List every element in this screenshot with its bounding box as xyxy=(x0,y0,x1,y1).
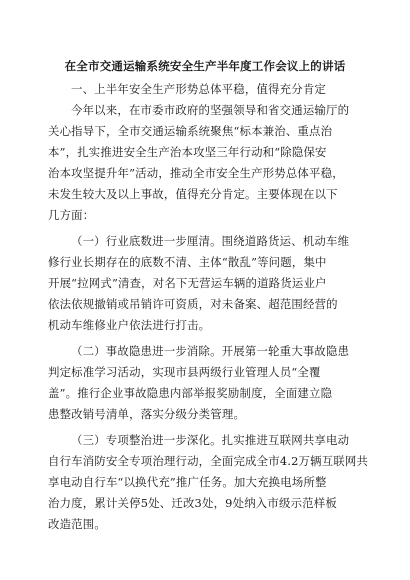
paragraph-line: 改造范围。 xyxy=(48,517,106,531)
paragraph-line: 享电动自行车“以换代充”推广任务。加大充换电场所整 xyxy=(48,475,327,489)
paragraph-line: 治本攻坚提升年”活动，推动全市安全生产形势总体平稳， xyxy=(48,166,344,180)
paragraph-line: 修行业长期存在的底数不清、主体“散乱”等问题，集中 xyxy=(48,255,327,269)
paragraph-line: 依法依规撤销或吊销许可资质，对未备案、超范围经营的 xyxy=(48,297,338,311)
paragraph-line: 未发生较大及以上事故，值得充分肯定。主要体现在以下 xyxy=(48,187,338,201)
paragraph-line: 自行车消防安全专项治理行动，全面完成全市4.2万辆互联网共 xyxy=(48,454,369,468)
paragraph-line: 机动车维修业户依法进行打击。 xyxy=(48,318,211,332)
paragraph-line: 治力度，累计关停5处、迁改3处，9处纳入市级示范样板 xyxy=(48,496,337,510)
paragraph-line: 本”，扎实推进安全生产治本攻坚三年行动和“除隐保安 xyxy=(48,145,327,159)
paragraph-line: 开展“拉网式”清查，对名下无营运车辆的道路货运业户 xyxy=(48,276,327,290)
section-heading: 一、上半年安全生产形势总体平稳，值得充分肯定 xyxy=(71,82,326,96)
paragraph-line: （三）专项整治进一步深化。扎实推进互联网共享电动 xyxy=(71,433,350,447)
paragraph-line: （一）行业底数进一步厘清。围绕道路货运、机动车维 xyxy=(71,234,350,248)
paragraph-line: 判定标准学习活动，实现市县两级行业管理人员“全覆 xyxy=(48,365,321,379)
document-title: 在全市交通运输系统安全生产半年度工作会议上的讲话 xyxy=(64,59,346,73)
paragraph-line: （二）事故隐患进一步消除。开展第一轮重大事故隐患 xyxy=(71,344,350,358)
paragraph-line: 关心指导下，全市交通运输系统聚焦“标本兼治、重点治 xyxy=(48,124,333,138)
paragraph-line: 几方面： xyxy=(48,208,95,222)
paragraph-line: 盖”。推行企业事故隐患内部举报奖励制度，全面建立隐 xyxy=(48,386,333,400)
paragraph-line: 患整改销号清单，落实分级分类管理。 xyxy=(48,407,246,421)
paragraph-line: 今年以来，在市委市政府的坚强领导和省交通运输厅的 xyxy=(71,103,350,117)
